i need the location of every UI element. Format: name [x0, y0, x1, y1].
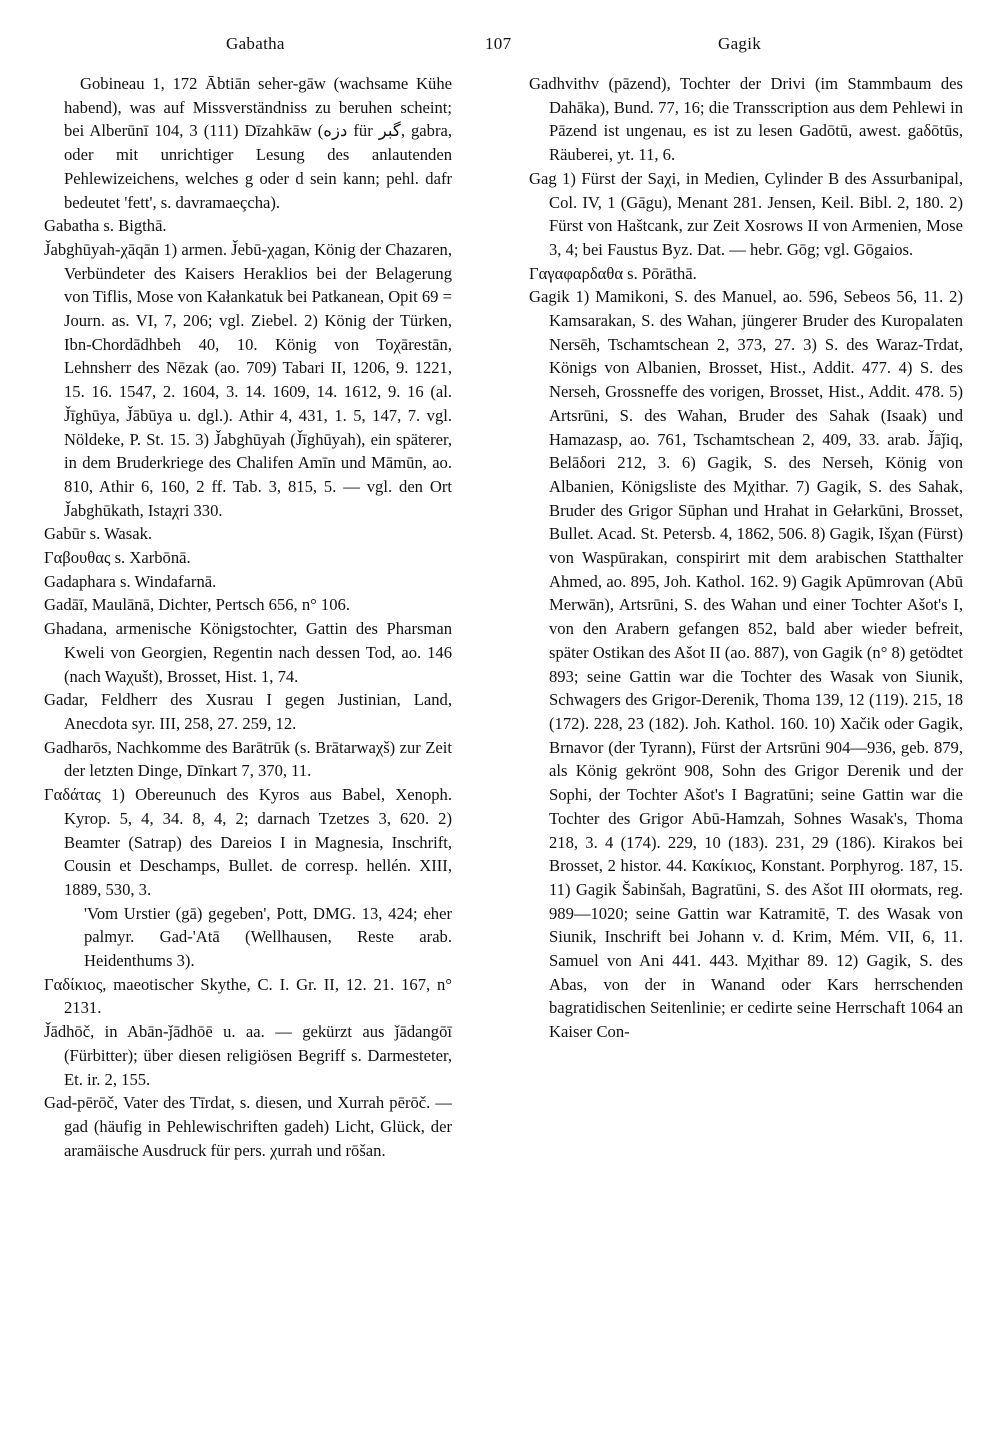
running-head-right: Gagik — [718, 34, 762, 53]
entry-gadhvithv: Gadhvithv (pāzend), Tochter der Drivi (im Stammbaum des Dahāka), Bund. 77, 16; die Transscription aus dem Pehlewi in Pāzend ist ungenau, es ist zu lesen Gadōtū, awest. gaδōtūs, Räuberei, yt. 11, 6. — [529, 74, 963, 165]
entry-gad-peroc: Gad-pērōč, Vater des Tīrdat, s. diesen, und Xurrah pērōč. — gad (häufig in Pehlewischriften gadeh) Licht, Glück, der aramäische Ausdruck für pers. χurrah und rōšan. — [44, 1093, 452, 1160]
entry-gabatha: Gabatha s. Bigthā. — [44, 216, 167, 236]
entry-gagik: Gagik 1) Mamikoni, S. des Manuel, ao. 596, Sebeos 56, 11. 2) Kamsarakan, S. des Wahan, jüngerer Bruder des Kuropalaten Nersēh, Tschamtschean 2, 373, 27. 3) S. des Waraz-Trdat, Königs von Albanien, Brosset, Hist., Addit. 477. 4) S. des Nerseh, Grossneffe des vorigen, Brosset, Hist., Addit. 478. 5) Artsrūni, S. des Wahan, Bruder des Sahak (Isaak) und Hamazasp, ao. 761, Tschamtschean 2, 409, 33. arab. J̌āǰiq, Belāδori 212, 3. 6) Gagik, S. des Nerseh, König von Albanien, Königsliste des Mχithar. 7) Gagik, S. des Sahak, Bruder des Grigor Sūphan und Hrahat in Gełarkūni, Brosset, Bullet. Acad. St. Petersb. 4, 1862, 506. 8) Gagik, Išχan (Fürst) von Waspūrakan, conspirirt mit dem arabischen Statthalter Ahmed, ao. 895, Joh. Kathol. 162. 9) Gagik Apūmrovan (Abū Merwān), Artsrūni, S. des Wahan und einer Tochter Ašot's I, von den Arabern gefangen 852, bald aber wieder befreit, später Ostikan des Ašot II (ao. 887), von Gagik (n° 8) getödtet 893; seine Gattin war die Tochter des Wasak von Siunik, Schwagers des Grigor-Derenik, Thoma 139, 12 (119). 215, 18 (172). 228, 23 (182). Joh. Kathol. 160. 10) Xačik oder Gagik, Brnavor (der Tyrann), Fürst der Artsrūni 904—936, geb. 879, als König gekrönt 908, Sohn des Grigor Derenik und der Sophi, der Tochter Ašot's I Bagratūni; seine Gattin war die Tochter des Grigor Abū-Hamzah, Sohnes Wasak's, Thoma 218, 3. 4 (174). 229, 10 (183). 231, 29 (186). Kirakos bei Brosset, 2 histor. 44. Κακίκιος, Konstant. Porphyrog. 187, 15. 11) Gagik Šabinšah, Bagratūni, S. des Ašot III ołormats, reg. 989—1020; seine Gattin war Katramitē, T. des Wasak von Siunik, Inschrift bei Johann v. d. Krim, Mém. VII, 6, 11. Samuel von Ani 441. 443. Mχithar 89. 12) Gagik, S. des Abas, von der in Wanand oder Kars herrschenden bagratidischen Seitenlinie; er cedirte seine Herrschaft 1064 an Kaiser Con- — [529, 287, 963, 1042]
entry-gadai: Gadāī, Maulānā, Dichter, Pertsch 656, n° 106. — [44, 595, 350, 615]
entry-gag: Gag 1) Fürst der Saχi, in Medien, Cylinder B des Assurbanipal, Col. IV, 1 (Gāgu), Menant 281. Jensen, Keil. Bibl. 2, 180. 2) Fürst von Haštcank, zur Zeit Xosrows II von Armenien, Mose 3, 4; bei Faustus Byz. Dat. — hebr. Gōg; vgl. Gōgaios. — [529, 168, 963, 259]
entry-gagaphardatha: Γαγαφαρδαθα s. Pōrāthā. — [529, 263, 697, 283]
entry-gadatas: Γαδάτας 1) Obereunuch des Kyros aus Babel, Xenoph. Kyrop. 5, 4, 34. 8, 4, 2; darnach Tzetzes 3, 620. 2) Beamter (Satrap) des Dareios I in Magnesia, Inschrift, Cousin et Deschamps, Bullet. de corresp. hellén. XIII, 1889, 530, 3. — [44, 785, 452, 899]
entry-gabur: Gabūr s. Wasak. — [44, 524, 153, 544]
running-head-left: Gabatha — [226, 34, 285, 53]
entry-ghadana: Ghadana, armenische Königstochter, Gattin des Pharsman Kweli von Georgien, Regentin nach dessen Tod, ao. 146 (nach Waχušt), Brosset, Hist. 1, 74. — [44, 619, 452, 686]
entry-gadaphara: Gadaphara s. Windafarnā. — [44, 571, 217, 591]
entry-gadatas-etymology: 'Vom Urstier (gā) gegeben', Pott, DMG. 13, 424; eher palmyr. Gad-'Atā (Wellhausen, Reste arab. Heidenthums 3). — [84, 903, 452, 971]
entry-gadikios: Γαδίκιος, maeotischer Skythe, C. I. Gr. II, 12. 21. 167, n° 2131. — [44, 974, 452, 1018]
page-number: 107 — [485, 34, 512, 53]
left-column — [44, 72, 452, 1162]
entry-continuation: Gobineau 1, 172 Ābtiān seher-gāw (wachsame Kühe habend), was auf Missverständniss zu beruhen scheint; bei Alberūnī 104, 3 (111) Dīzahkāw (دزه für گبر, gabra, oder mit unrichtiger Lesung des anlautenden Pehlewizeichens, welches g oder d sein kann; pehl. dafr bedeutet 'fett', s. davramaeçcha). — [64, 74, 452, 212]
entry-gadharos: Gadharōs, Nachkomme des Barātrūk (s. Brātarwaχš) zur Zeit der letzten Dinge, Dīnkart 7, 370, 11. — [44, 737, 452, 781]
right-column — [529, 72, 963, 1044]
entry-jabghuyah: J̌abghūyah-χāqān 1) armen. J̌ebū-χagan, König der Chazaren, Verbündeter des Kaisers Heraklios bei der Belagerung von Tiflis, Mose von Kałankatuk bei Patkanean, Opit 69 = Journ. as. VI, 7, 206; vgl. Ziebel. 2) König der Türken, Ibn-Chordādhbeh 40, 10. König von Toχārestān, Lehnsherr des Nēzak (ao. 709) Tabari II, 1206, 9. 1221, 15. 16. 1547, 2. 1604, 3. 14. 1609, 14. 1612, 9. 16 (al. J̌īghūya, J̌ābūya u. dgl.). Athir 4, 431, 1. 5, 147, 7. vgl. Nöldeke, P. St. 15. 3) J̌abghūyah (J̌īghūyah), ein späterer, in dem Bruderkriege des Chalifen Amīn und Māmūn, ao. 810, Athir 6, 160, 2 ff. Tab. 3, 815, 5. — vgl. den Ort J̌abghūkath, Istaχri 330. — [44, 239, 452, 520]
entry-jadhoc: J̌ādhōč, in Abān-ǰādhōē u. aa. — gekürzt aus ǰādangōī (Fürbitter); über diesen religiösen Begriff s. Darmesteter, Et. ir. 2, 155. — [44, 1022, 452, 1089]
entry-gabouthas: Γαβουθας s. Xarbōnā. — [44, 548, 191, 568]
entry-gadar: Gadar, Feldherr des Xusrau I gegen Justinian, Land, Anecdota syr. III, 258, 27. 259, 12. — [44, 690, 452, 733]
